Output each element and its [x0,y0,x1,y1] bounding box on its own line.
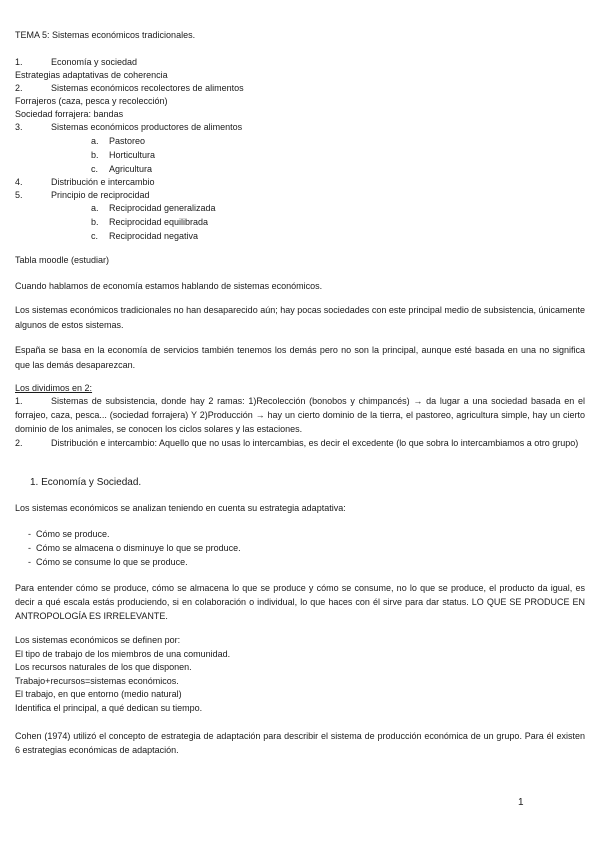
section-heading: Los dividimos en 2: [15,383,93,393]
outline-number: 3. [15,122,23,132]
outline-item-2 [15,83,315,94]
outline-number: 2. [15,83,23,93]
bullet-item [28,557,188,568]
subitem-text: Reciprocidad equilibrada [109,217,209,227]
bullet-text: Cómo se almacena o disminuye lo que se produce. [36,543,241,553]
definition-line: Identifica el principal, a qué dedican su tiempo. [15,703,203,713]
definition-line: Los sistemas económicos se definen por: [15,635,181,645]
outline-subitem [15,136,215,147]
definition-line: El trabajo, en que entorno (medio natural) [15,689,182,699]
bullet-dash: - [28,543,36,553]
page-title: TEMA 5: Sistemas económicos tradicionales. [15,30,196,40]
subitem-letter: a. [91,203,99,213]
subitem-text: Horticultura [109,150,156,160]
outline-note: Estrategias adaptativas de coherencia [15,70,168,80]
outline-item-4 [15,177,315,188]
subitem-letter: b. [91,217,99,227]
division-number: 1. [15,396,23,406]
division-item-1 [15,394,585,436]
paragraph: Para entender cómo se produce, cómo se almacena lo que se produce y cómo se consume, no lo que se produce, el producto da igual, es decir a qué escala estás produciendo, si en colaboración o individual, lo que haces con él sirve para dar status. LO QUE SE PRODUCE EN ANTROPOLOGÍA ES IRRELEVANTE. [15,583,585,621]
division-text: Sistemas de subsistencia, donde hay 2 ramas: 1)Recolección (bonobos y chimpancés) → da lugar a una sociedad basada en el forrajeo, caza, pesca... (sociedad forrajera) Y 2)Producción → hay un cierto dominio de la tierra, el pastoreo, agricultura simple, hay un cierto dominio de los animales, se conocen los ciclos solares y las estaciones. [15,396,585,434]
definition-line: Los recursos naturales de los que disponen. [15,662,192,672]
outline-text: Distribución e intercambio [51,177,155,187]
bullet-item [28,543,241,554]
outline-subitem [15,150,215,161]
outline-subitem [15,231,215,242]
subitem-text: Pastoreo [109,136,146,146]
definition-line: El tipo de trabajo de los miembros de una comunidad. [15,649,231,659]
outline-item-3 [15,122,315,133]
outline-item-5 [15,190,315,201]
outline-note: Sociedad forrajera: bandas [15,109,124,119]
section-1-heading: 1. Economía y Sociedad. [30,477,142,488]
subitem-letter: c. [91,231,99,241]
definition-line: Trabajo+recursos=sistemas económicos. [15,676,179,686]
outline-note: Forrajeros (caza, pesca y recolección) [15,96,168,106]
outline-number: 1. [15,57,23,67]
paragraph: España se basa en la economía de servicios también tenemos los demás pero no son la principal, aunque esté basada en una no significa que las demás desaparezcan. [15,345,585,370]
bullet-item [28,529,110,540]
subitem-letter: b. [91,150,99,160]
division-text: Distribución e intercambio: Aquello que no usas lo intercambias, es decir el excedente (lo que sobra lo intercambiamos a otro grupo) [51,438,579,448]
paragraph: Los sistemas económicos tradicionales no han desaparecido aún; hay pocas sociedades con este principal medio de subsistencia, únicamente algunos de estos sistemas. [15,305,585,330]
subitem-text: Reciprocidad generalizada [109,203,216,213]
bullet-text: Cómo se produce. [36,529,110,539]
subitem-letter: a. [91,136,99,146]
paragraph: Cuando hablamos de economía estamos hablando de sistemas económicos. [15,281,323,291]
outline-text: Sistemas económicos recolectores de alimentos [51,83,244,93]
outline-text: Sistemas económicos productores de alimentos [51,122,243,132]
outline-item-1 [15,57,315,68]
outline-subitem [15,164,215,175]
tabla-note: Tabla moodle (estudiar) [15,255,110,265]
outline-number: 4. [15,177,23,187]
subitem-text: Agricultura [109,164,153,174]
outline-text: Economía y sociedad [51,57,138,67]
bullet-dash: - [28,529,36,539]
bullet-text: Cómo se consume lo que se produce. [36,557,188,567]
paragraph: Cohen (1974) utilizó el concepto de estrategia de adaptación para describir el sistema de producción económica de un grupo. Para él existen 6 estrategias económicas de adaptación. [15,731,585,755]
division-number: 2. [15,438,23,448]
outline-text: Principio de reciprocidad [51,190,150,200]
subitem-text: Reciprocidad negativa [109,231,199,241]
division-item-2 [15,436,585,450]
subitem-letter: c. [91,164,99,174]
outline-subitem [15,203,215,214]
paragraph: Los sistemas económicos se analizan teniendo en cuenta su estrategia adaptativa: [15,503,346,513]
bullet-dash: - [28,557,36,567]
outline-number: 5. [15,190,23,200]
outline-subitem [15,217,215,228]
page-number: 1 [518,797,524,808]
